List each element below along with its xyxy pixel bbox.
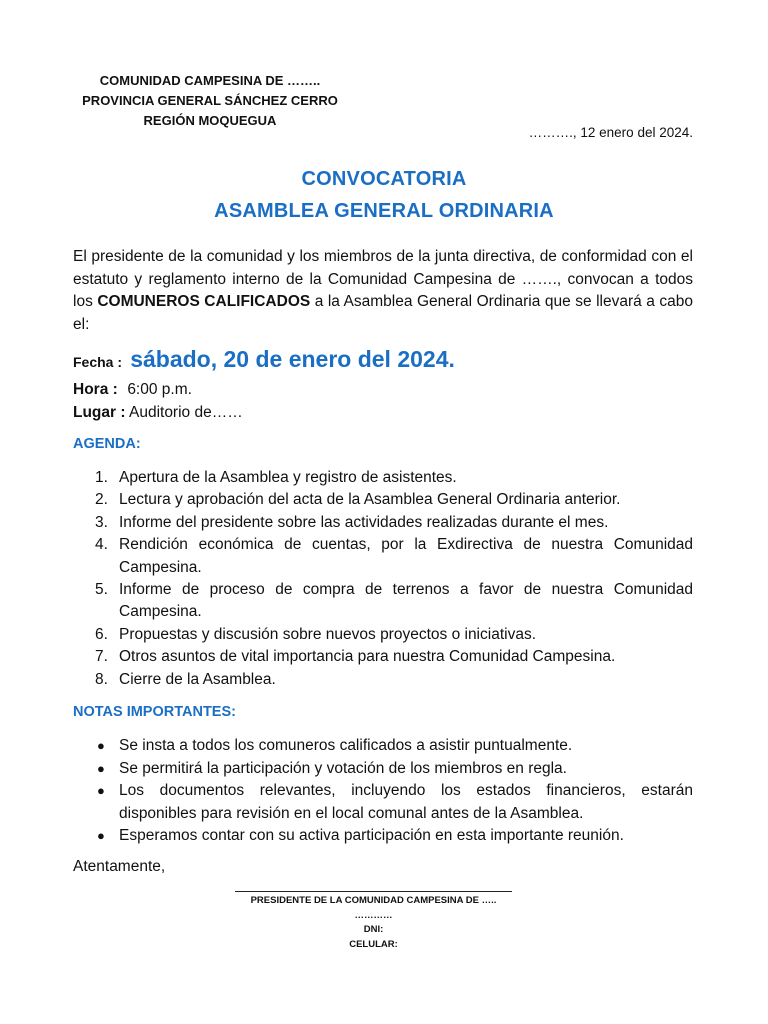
time-field bbox=[73, 381, 192, 399]
notes-heading: NOTAS IMPORTANTES: bbox=[73, 704, 236, 720]
agenda-item bbox=[73, 467, 693, 489]
agenda-item bbox=[73, 579, 693, 624]
bullet-icon: ● bbox=[97, 738, 105, 753]
intro-text-end: a la Asamblea General Ordinaria que se llevará a cabo el: bbox=[73, 293, 693, 333]
agenda-item-text: Cierre de la Asamblea. bbox=[119, 670, 276, 688]
agenda-item-text: Otros asuntos de vital importancia para nuestra Comunidad Campesina. bbox=[119, 648, 616, 666]
closing-salutation: Atentamente, bbox=[73, 858, 166, 875]
agenda-item bbox=[73, 669, 693, 691]
time-value: 6:00 p.m. bbox=[127, 381, 192, 398]
agenda-item bbox=[73, 534, 693, 579]
agenda-item bbox=[73, 646, 693, 668]
org-region: REGIÓN MOQUEGUA bbox=[143, 113, 277, 128]
note-text: Se permitirá la participación y votación de los miembros en regla. bbox=[119, 759, 567, 777]
note-item bbox=[73, 825, 693, 848]
note-text: Se insta a todos los comuneros calificados a asistir puntualmente. bbox=[119, 737, 573, 754]
intro-text-start: El presidente de la comunidad y los miembros de la junta directiva, de conformidad con el estatuto y reglamento interno de la Comunidad Campesina de ……., convocan a todos los bbox=[73, 248, 693, 310]
bullet-icon: ● bbox=[97, 783, 105, 798]
date-label: Fecha : bbox=[73, 354, 123, 370]
agenda-item-number: 2. bbox=[95, 491, 108, 509]
agenda-item-text: Informe de proceso de compra de terrenos a favor de nuestra Comunidad Campesina. bbox=[119, 581, 693, 621]
agenda-item bbox=[73, 512, 693, 534]
agenda-list bbox=[73, 467, 693, 691]
notes-list bbox=[73, 735, 693, 848]
note-text: Los documentos relevantes, incluyendo los estados financieros, estarán disponibles para revisión en el local comunal antes de la Asamblea. bbox=[119, 782, 693, 822]
agenda-heading: AGENDA: bbox=[73, 436, 141, 452]
agenda-item-text: Informe del presidente sobre las actividades realizadas durante el mes. bbox=[119, 513, 609, 531]
place-value: Auditorio de…… bbox=[128, 404, 243, 421]
date-field bbox=[73, 346, 455, 373]
signatory-phone: CELULAR: bbox=[349, 938, 398, 950]
signature-block bbox=[235, 894, 512, 952]
note-text: Esperamos contar con su activa participación en esta importante reunión. bbox=[119, 827, 624, 844]
agenda-item-number: 1. bbox=[95, 469, 108, 486]
intro-paragraph bbox=[73, 246, 693, 336]
signatory-dni: DNI: bbox=[363, 924, 384, 935]
signatory-name: ………… bbox=[354, 909, 393, 921]
agenda-item-text: Lectura y aprobación del acta de la Asamblea General Ordinaria anterior. bbox=[119, 491, 621, 509]
note-item bbox=[73, 735, 693, 758]
document-date: ………., 12 enero del 2024. bbox=[528, 125, 693, 140]
place-label: Lugar : bbox=[73, 404, 126, 421]
agenda-item-text: Rendición económica de cuentas, por la Exdirectiva de nuestra Comunidad Campesina. bbox=[119, 536, 693, 576]
note-item bbox=[73, 780, 693, 825]
bullet-icon: ● bbox=[97, 828, 105, 843]
document-subtitle: ASAMBLEA GENERAL ORDINARIA bbox=[214, 200, 554, 222]
agenda-item-number: 8. bbox=[95, 670, 108, 688]
bullet-icon: ● bbox=[97, 760, 105, 776]
time-label: Hora : bbox=[73, 381, 118, 398]
note-item bbox=[73, 758, 693, 781]
agenda-item-number: 4. bbox=[95, 536, 108, 554]
organization-header bbox=[60, 71, 360, 131]
org-name: COMUNIDAD CAMPESINA DE …….. bbox=[99, 73, 321, 88]
agenda-item-text: Apertura de la Asamblea y registro de asistentes. bbox=[119, 469, 457, 486]
signatory-title: PRESIDENTE DE LA COMUNIDAD CAMPESINA DE ….. bbox=[250, 895, 497, 906]
agenda-item bbox=[73, 624, 693, 646]
date-value: sábado, 20 de enero del 2024. bbox=[130, 346, 455, 372]
agenda-item-number: 5. bbox=[95, 581, 108, 599]
place-field bbox=[73, 404, 243, 422]
org-province: PROVINCIA GENERAL SÁNCHEZ CERRO bbox=[82, 93, 338, 108]
intro-bold-text: COMUNEROS CALIFICADOS bbox=[97, 293, 311, 310]
agenda-item-text: Propuestas y discusión sobre nuevos proyectos o iniciativas. bbox=[119, 625, 536, 643]
agenda-item-number: 3. bbox=[95, 513, 108, 531]
agenda-item bbox=[73, 489, 693, 511]
signature-line bbox=[235, 891, 512, 892]
agenda-item-number: 6. bbox=[95, 625, 108, 643]
document-title: CONVOCATORIA bbox=[301, 168, 467, 190]
agenda-item-number: 7. bbox=[95, 648, 108, 666]
